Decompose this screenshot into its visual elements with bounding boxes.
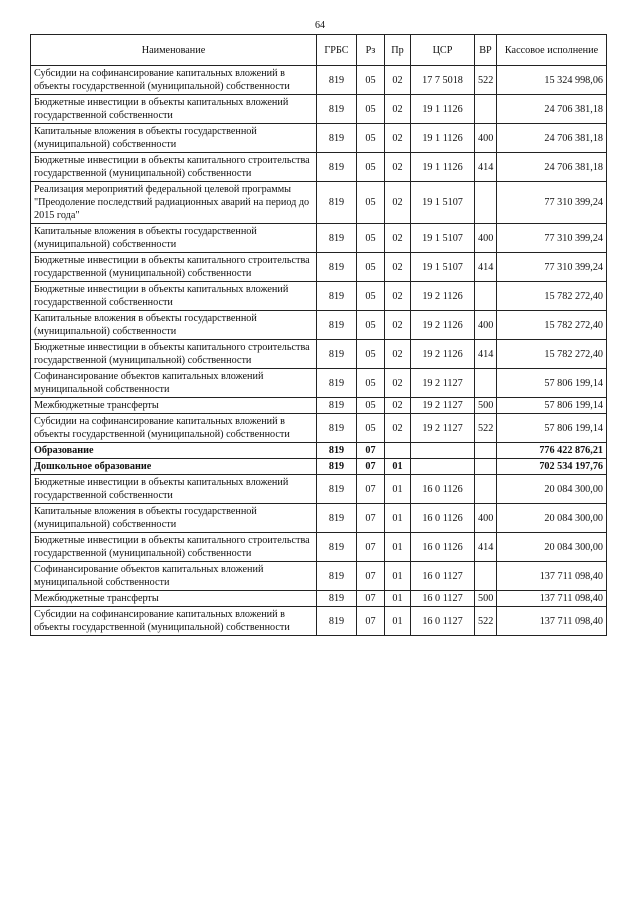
header-vr: ВР <box>475 35 497 66</box>
cell-csr: 19 1 1126 <box>411 95 475 124</box>
cell-sum: 57 806 199,14 <box>497 414 607 443</box>
table-row <box>31 253 607 282</box>
cell-pr: 02 <box>385 398 411 414</box>
cell-name: Капитальные вложения в объекты государственной (муниципальной) собственности <box>31 224 317 253</box>
cell-name: Дошкольное образование <box>31 459 317 475</box>
cell-vr: 400 <box>475 504 497 533</box>
cell-sum: 24 706 381,18 <box>497 95 607 124</box>
header-grbs: ГРБС <box>317 35 357 66</box>
table-row <box>31 282 607 311</box>
cell-grbs: 819 <box>317 504 357 533</box>
cell-sum: 24 706 381,18 <box>497 124 607 153</box>
cell-pr: 01 <box>385 533 411 562</box>
cell-csr: 19 1 5107 <box>411 182 475 224</box>
cell-vr: 400 <box>475 311 497 340</box>
table-header-row <box>31 35 607 66</box>
cell-sum: 776 422 876,21 <box>497 443 607 459</box>
cell-pr: 02 <box>385 95 411 124</box>
cell-rz: 05 <box>357 282 385 311</box>
cell-name: Бюджетные инвестиции в объекты капитальных вложений государственной собственности <box>31 475 317 504</box>
cell-sum: 137 711 098,40 <box>497 562 607 591</box>
cell-sum: 77 310 399,24 <box>497 224 607 253</box>
page-number: 64 <box>315 20 325 31</box>
cell-vr <box>475 475 497 504</box>
table-row <box>31 398 607 414</box>
cell-pr: 02 <box>385 282 411 311</box>
cell-grbs: 819 <box>317 340 357 369</box>
cell-rz: 05 <box>357 340 385 369</box>
cell-csr: 19 1 5107 <box>411 253 475 282</box>
table-row <box>31 414 607 443</box>
cell-csr: 19 1 1126 <box>411 124 475 153</box>
table-row <box>31 124 607 153</box>
cell-grbs: 819 <box>317 591 357 607</box>
cell-csr: 16 0 1127 <box>411 591 475 607</box>
table-row <box>31 443 607 459</box>
cell-grbs: 819 <box>317 414 357 443</box>
cell-rz: 07 <box>357 562 385 591</box>
cell-name: Капитальные вложения в объекты государственной (муниципальной) собственности <box>31 504 317 533</box>
cell-vr: 500 <box>475 591 497 607</box>
table-row <box>31 504 607 533</box>
cell-name: Реализация мероприятий федеральной целевой программы "Преодоление последствий радиационных аварий на период до 2015 года" <box>31 182 317 224</box>
cell-pr: 02 <box>385 311 411 340</box>
cell-grbs: 819 <box>317 475 357 504</box>
cell-rz: 07 <box>357 459 385 475</box>
cell-name: Образование <box>31 443 317 459</box>
cell-sum: 77 310 399,24 <box>497 253 607 282</box>
cell-vr: 522 <box>475 607 497 636</box>
cell-sum: 24 706 381,18 <box>497 153 607 182</box>
cell-grbs: 819 <box>317 607 357 636</box>
table-row <box>31 369 607 398</box>
cell-sum: 15 782 272,40 <box>497 311 607 340</box>
cell-csr: 16 0 1126 <box>411 504 475 533</box>
cell-csr: 19 2 1127 <box>411 369 475 398</box>
cell-csr: 19 2 1126 <box>411 340 475 369</box>
cell-csr: 19 2 1127 <box>411 414 475 443</box>
cell-vr: 500 <box>475 398 497 414</box>
cell-vr <box>475 282 497 311</box>
cell-grbs: 819 <box>317 459 357 475</box>
budget-table <box>30 34 607 636</box>
cell-sum: 137 711 098,40 <box>497 591 607 607</box>
table-body <box>31 66 607 636</box>
cell-vr: 400 <box>475 124 497 153</box>
cell-pr: 02 <box>385 414 411 443</box>
cell-rz: 05 <box>357 224 385 253</box>
cell-csr: 16 0 1126 <box>411 533 475 562</box>
cell-rz: 05 <box>357 66 385 95</box>
cell-sum: 57 806 199,14 <box>497 369 607 398</box>
cell-grbs: 819 <box>317 66 357 95</box>
cell-name: Софинансирование объектов капитальных вложений муниципальной собственности <box>31 369 317 398</box>
cell-vr: 414 <box>475 153 497 182</box>
table-row <box>31 475 607 504</box>
cell-vr: 414 <box>475 340 497 369</box>
cell-grbs: 819 <box>317 124 357 153</box>
header-csr: ЦСР <box>411 35 475 66</box>
cell-csr: 16 0 1126 <box>411 475 475 504</box>
cell-name: Бюджетные инвестиции в объекты капитальных вложений государственной собственности <box>31 95 317 124</box>
cell-grbs: 819 <box>317 443 357 459</box>
cell-name: Бюджетные инвестиции в объекты капитальных вложений государственной собственности <box>31 282 317 311</box>
cell-name: Межбюджетные трансферты <box>31 398 317 414</box>
cell-csr <box>411 443 475 459</box>
cell-csr: 16 0 1127 <box>411 562 475 591</box>
cell-grbs: 819 <box>317 253 357 282</box>
table-row <box>31 95 607 124</box>
table-row <box>31 311 607 340</box>
cell-rz: 05 <box>357 311 385 340</box>
cell-vr: 522 <box>475 414 497 443</box>
cell-pr: 02 <box>385 66 411 95</box>
cell-rz: 05 <box>357 253 385 282</box>
cell-sum: 137 711 098,40 <box>497 607 607 636</box>
cell-pr: 01 <box>385 562 411 591</box>
cell-csr: 19 2 1126 <box>411 282 475 311</box>
cell-sum: 57 806 199,14 <box>497 398 607 414</box>
cell-csr: 16 0 1127 <box>411 607 475 636</box>
cell-rz: 07 <box>357 475 385 504</box>
cell-name: Субсидии на софинансирование капитальных вложений в объекты государственной (муниципальной) собственности <box>31 414 317 443</box>
header-rz: Рз <box>357 35 385 66</box>
cell-vr <box>475 562 497 591</box>
cell-name: Капитальные вложения в объекты государственной (муниципальной) собственности <box>31 124 317 153</box>
cell-rz: 05 <box>357 124 385 153</box>
cell-name: Бюджетные инвестиции в объекты капитального строительства государственной (муниципальной) собственности <box>31 253 317 282</box>
cell-pr: 02 <box>385 369 411 398</box>
cell-pr: 01 <box>385 504 411 533</box>
header-sum: Кассовое исполнение <box>497 35 607 66</box>
cell-csr: 19 2 1127 <box>411 398 475 414</box>
header-pr: Пр <box>385 35 411 66</box>
cell-grbs: 819 <box>317 224 357 253</box>
cell-grbs: 819 <box>317 95 357 124</box>
cell-name: Софинансирование объектов капитальных вложений муниципальной собственности <box>31 562 317 591</box>
cell-sum: 20 084 300,00 <box>497 504 607 533</box>
cell-vr <box>475 182 497 224</box>
cell-grbs: 819 <box>317 533 357 562</box>
cell-rz: 05 <box>357 182 385 224</box>
cell-pr: 02 <box>385 253 411 282</box>
cell-sum: 15 782 272,40 <box>497 282 607 311</box>
cell-csr: 17 7 5018 <box>411 66 475 95</box>
cell-name: Субсидии на софинансирование капитальных вложений в объекты государственной (муниципальной) собственности <box>31 607 317 636</box>
cell-grbs: 819 <box>317 153 357 182</box>
cell-name: Бюджетные инвестиции в объекты капитального строительства государственной (муниципальной) собственности <box>31 153 317 182</box>
table-row <box>31 153 607 182</box>
cell-rz: 07 <box>357 443 385 459</box>
cell-grbs: 819 <box>317 182 357 224</box>
cell-vr: 414 <box>475 253 497 282</box>
cell-sum: 15 782 272,40 <box>497 340 607 369</box>
cell-grbs: 819 <box>317 282 357 311</box>
cell-rz: 07 <box>357 607 385 636</box>
cell-vr: 414 <box>475 533 497 562</box>
cell-pr: 02 <box>385 153 411 182</box>
cell-pr: 02 <box>385 182 411 224</box>
table-row <box>31 591 607 607</box>
cell-sum: 15 324 998,06 <box>497 66 607 95</box>
table-row <box>31 224 607 253</box>
cell-name: Бюджетные инвестиции в объекты капитального строительства государственной (муниципальной) собственности <box>31 340 317 369</box>
table-row <box>31 340 607 369</box>
cell-name: Капитальные вложения в объекты государственной (муниципальной) собственности <box>31 311 317 340</box>
cell-vr <box>475 369 497 398</box>
header-name: Наименование <box>31 35 317 66</box>
cell-rz: 07 <box>357 591 385 607</box>
table-row <box>31 533 607 562</box>
cell-pr: 01 <box>385 591 411 607</box>
cell-rz: 07 <box>357 504 385 533</box>
cell-pr <box>385 443 411 459</box>
cell-vr: 522 <box>475 66 497 95</box>
cell-vr: 400 <box>475 224 497 253</box>
cell-vr <box>475 459 497 475</box>
cell-pr: 01 <box>385 607 411 636</box>
cell-rz: 05 <box>357 95 385 124</box>
cell-rz: 05 <box>357 369 385 398</box>
cell-csr <box>411 459 475 475</box>
cell-pr: 01 <box>385 459 411 475</box>
cell-grbs: 819 <box>317 369 357 398</box>
table-row <box>31 562 607 591</box>
cell-vr <box>475 443 497 459</box>
cell-csr: 19 2 1126 <box>411 311 475 340</box>
cell-sum: 20 084 300,00 <box>497 475 607 504</box>
cell-csr: 19 1 1126 <box>411 153 475 182</box>
table-row <box>31 459 607 475</box>
cell-grbs: 819 <box>317 311 357 340</box>
cell-name: Субсидии на софинансирование капитальных вложений в объекты государственной (муниципальной) собственности <box>31 66 317 95</box>
table-row <box>31 66 607 95</box>
cell-name: Бюджетные инвестиции в объекты капитального строительства государственной (муниципальной) собственности <box>31 533 317 562</box>
cell-rz: 05 <box>357 414 385 443</box>
cell-grbs: 819 <box>317 562 357 591</box>
cell-vr <box>475 95 497 124</box>
cell-rz: 05 <box>357 398 385 414</box>
cell-pr: 01 <box>385 475 411 504</box>
cell-rz: 05 <box>357 153 385 182</box>
table-row <box>31 182 607 224</box>
cell-csr: 19 1 5107 <box>411 224 475 253</box>
table-row <box>31 607 607 636</box>
cell-pr: 02 <box>385 340 411 369</box>
cell-sum: 77 310 399,24 <box>497 182 607 224</box>
cell-name: Межбюджетные трансферты <box>31 591 317 607</box>
cell-pr: 02 <box>385 124 411 153</box>
cell-pr: 02 <box>385 224 411 253</box>
cell-rz: 07 <box>357 533 385 562</box>
cell-grbs: 819 <box>317 398 357 414</box>
cell-sum: 20 084 300,00 <box>497 533 607 562</box>
cell-sum: 702 534 197,76 <box>497 459 607 475</box>
